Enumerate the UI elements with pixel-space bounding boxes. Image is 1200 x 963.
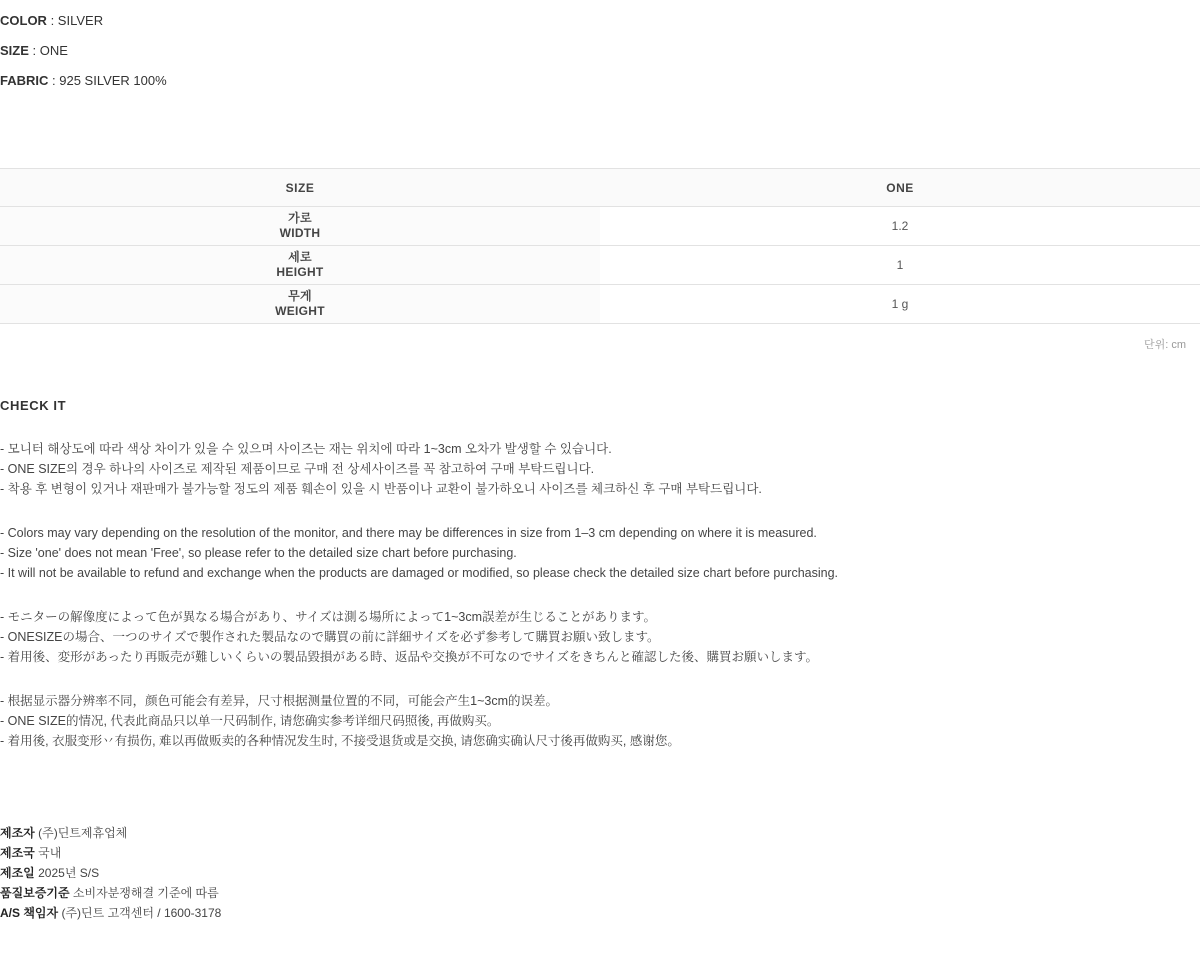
check-it-note: - Size 'one' does not mean 'Free', so please refer to the detailed size chart before purchasing.	[0, 546, 517, 560]
check-it-note: - 모니터 해상도에 따라 색상 차이가 있을 수 있으며 사이즈는 재는 위치에 따라 1~3cm 오차가 발생할 수 있습니다.	[0, 442, 612, 456]
size-chart-section	[0, 168, 1200, 352]
check-it-group-japanese	[0, 607, 1200, 667]
maker-info-value-date: 2025년 S/S	[38, 866, 100, 880]
spec-row-size	[0, 36, 1200, 66]
size-chart-label-height-kr: 세로	[288, 250, 312, 264]
spec-value-color: : SILVER	[50, 13, 104, 28]
size-chart-label-width	[0, 207, 600, 246]
check-it-group-chinese	[0, 691, 1200, 751]
size-chart-header-one: ONE	[600, 169, 1200, 207]
maker-info-value-manufacturer: (주)딘트제휴업체	[38, 826, 128, 840]
size-chart-label-height-en: HEIGHT	[276, 265, 324, 279]
table-row	[0, 285, 1200, 324]
maker-info-value-country: 국내	[38, 846, 62, 860]
check-it-note: - ONE SIZE的情况, 代表此商品只以单一尺码制作, 请您确实参考详细尺码照後, 再做购买。	[0, 714, 500, 728]
spec-key-size: SIZE	[0, 43, 29, 58]
maker-info-key-as-contact: A/S 책임자	[0, 906, 59, 920]
maker-info-row-as-contact	[0, 903, 1200, 923]
size-chart-value-weight: 1 g	[600, 285, 1200, 324]
check-it-note: - モニターの解像度によって色が異なる場合があり、サイズは測る場所によって1~3cm誤差が生じることがあります。	[0, 610, 657, 624]
product-spec-block	[0, 0, 1200, 96]
check-it-section	[0, 398, 1200, 751]
size-chart-value-height: 1	[600, 246, 1200, 285]
check-it-note: - ONESIZEの場合、一つのサイズで製作された製品なので購買の前に詳細サイズを必ず参考して購買お願い致します。	[0, 630, 660, 644]
maker-info-key-warranty: 품질보증기준	[0, 886, 70, 900]
check-it-note: - 着用後、変形があったり再販売が難しいくらいの製品毀損がある時、返品や交換が不可なのでサイズをきちんと確認した後、購買お願いします。	[0, 650, 819, 664]
maker-info-section	[0, 823, 1200, 963]
spec-row-fabric	[0, 66, 1200, 96]
check-it-note: - Colors may vary depending on the resolution of the monitor, and there may be differences in size from 1–3 cm depending on where it is measured.	[0, 526, 817, 540]
check-it-note: - 着用後, 衣服变形丷有损伤, 难以再做贩卖的各种情况发生时, 不接受退货或是交换, 请您确实确认尺寸後再做购买, 感谢您。	[0, 734, 680, 748]
spec-key-color: COLOR	[0, 13, 47, 28]
table-row	[0, 246, 1200, 285]
size-chart-unit-note: 단위: cm	[1143, 339, 1186, 351]
maker-info-key-manufacturer: 제조자	[0, 826, 35, 840]
maker-info-key-date: 제조일	[0, 866, 35, 880]
spec-key-fabric: FABRIC	[0, 73, 49, 88]
size-chart-value-width: 1.2	[600, 207, 1200, 246]
size-chart-label-width-kr: 가로	[288, 211, 312, 225]
size-chart-label-weight-kr: 무게	[288, 289, 312, 303]
check-it-group-english	[0, 523, 1200, 583]
check-it-note: - It will not be available to refund and exchange when the products are damaged or modified, so please check the detailed size chart before purchasing.	[0, 566, 839, 580]
check-it-note: - 착용 후 변형이 있거나 재판매가 불가능할 정도의 제품 훼손이 있을 시 반품이나 교환이 불가하오니 사이즈를 체크하신 후 구매 부탁드립니다.	[0, 482, 762, 496]
size-chart-label-height	[0, 246, 600, 285]
size-chart-header-row	[0, 169, 1200, 207]
size-chart-label-width-en: WIDTH	[279, 226, 321, 240]
check-it-note: - 根据显示器分辨率不同，颜色可能会有差异，尺寸根据测量位置的不同，可能会产生1~3cm的误差。	[0, 694, 559, 708]
maker-info-row-manufacturer	[0, 823, 1200, 843]
size-chart-label-weight	[0, 285, 600, 324]
size-chart-table	[0, 168, 1200, 324]
check-it-title: CHECK IT	[0, 398, 67, 413]
check-it-group-korean	[0, 439, 1200, 499]
table-row	[0, 207, 1200, 246]
spec-value-fabric: : 925 SILVER 100%	[52, 73, 167, 88]
maker-info-row-country	[0, 843, 1200, 863]
maker-info-row-warranty	[0, 883, 1200, 903]
spec-row-color	[0, 6, 1200, 36]
maker-info-value-as-contact: (주)딘트 고객센터 / 1600-3178	[61, 906, 222, 920]
check-it-note: - ONE SIZE의 경우 하나의 사이즈로 제작된 제품이므로 구매 전 상세사이즈를 꼭 참고하여 구매 부탁드립니다.	[0, 462, 595, 476]
maker-info-row-date	[0, 863, 1200, 883]
maker-info-key-country: 제조국	[0, 846, 35, 860]
maker-info-value-warranty: 소비자분쟁해결 기준에 따름	[72, 886, 219, 900]
size-chart-label-weight-en: WEIGHT	[275, 304, 325, 318]
size-chart-header-size: SIZE	[0, 169, 600, 207]
spec-value-size: : ONE	[32, 43, 68, 58]
